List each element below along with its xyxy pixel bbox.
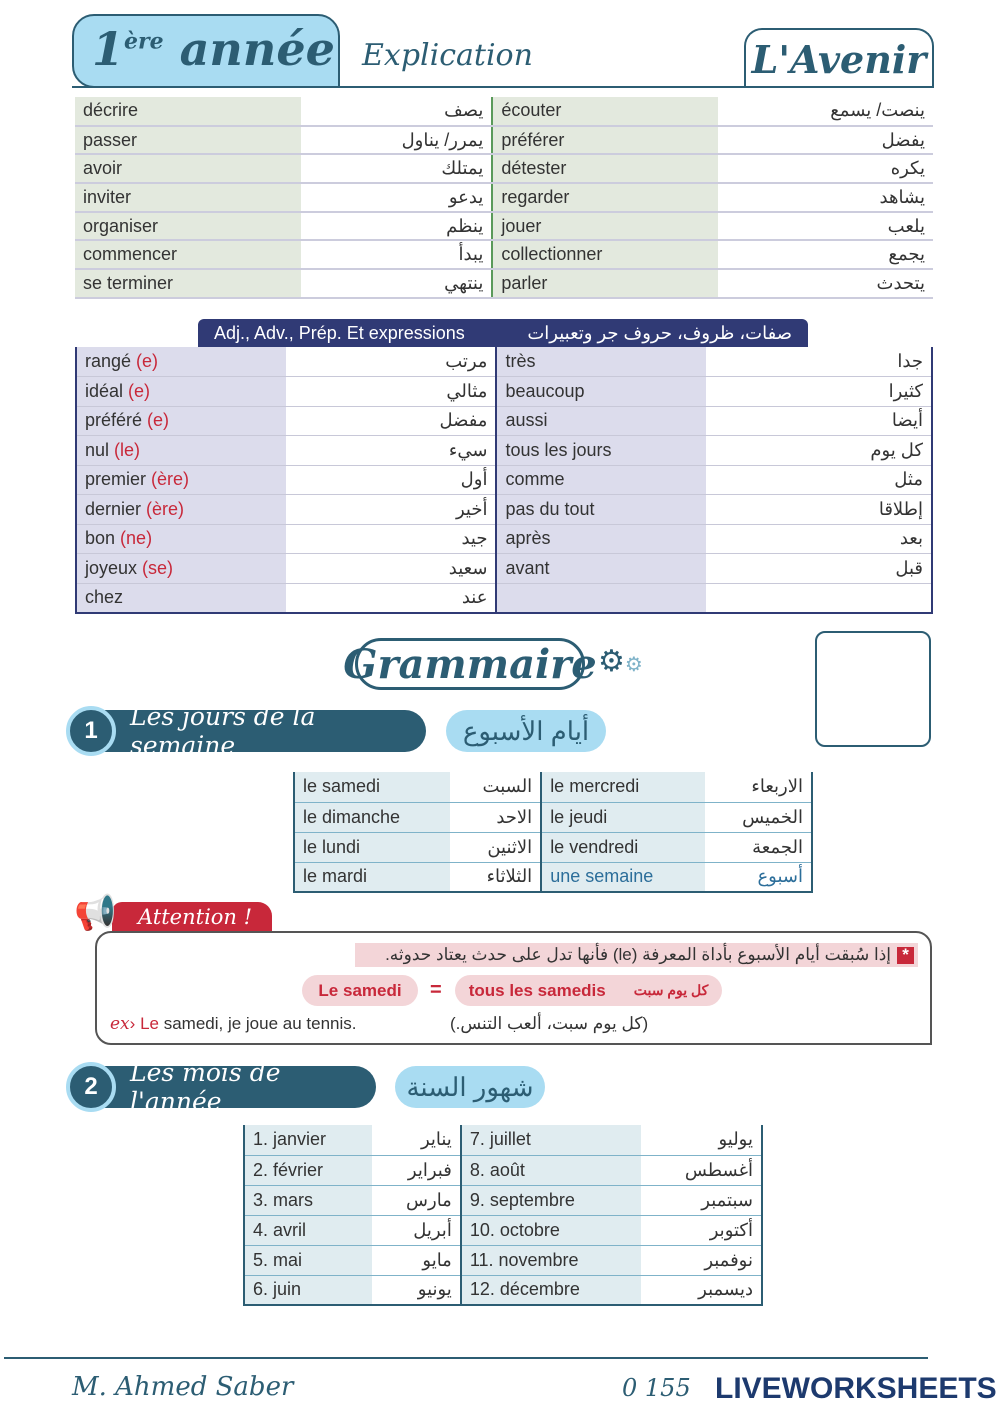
verb-row: [75, 183, 933, 212]
arabic-word: سعيد: [286, 554, 496, 584]
arabic-word: الجمعة: [705, 832, 812, 862]
french-word: le jeudi: [541, 802, 705, 832]
french-word: le vendredi: [541, 832, 705, 862]
french-word: avant: [496, 554, 706, 584]
example-ar: (كل يوم سبت، ألعب التنس.): [450, 1014, 649, 1033]
french-word: le dimanche: [294, 802, 450, 832]
arabic-word: يشاهد: [718, 183, 933, 212]
arabic-word: قبل: [706, 554, 932, 584]
adjective-row: [76, 524, 932, 554]
day-row: [294, 802, 812, 832]
month-row: [244, 1245, 762, 1275]
arabic-word: كثيرا: [706, 377, 932, 407]
french-word: préféré (e): [76, 406, 286, 436]
french-word: idéal (e): [76, 377, 286, 407]
french-word: regarder: [492, 183, 718, 212]
french-word: le lundi: [294, 832, 450, 862]
arabic-word: سيء: [286, 436, 496, 466]
arabic-word: مثالي: [286, 377, 496, 407]
arabic-word: نوفمبر: [641, 1245, 762, 1275]
french-word: rangé (e): [76, 347, 286, 377]
french-word: 7. juillet: [461, 1125, 641, 1155]
french-word: après: [496, 524, 706, 554]
adjective-row: [76, 495, 932, 525]
french-word: collectionner: [492, 240, 718, 269]
section2-title-ar: شهور السنة: [395, 1066, 545, 1108]
french-word: chez: [76, 583, 286, 613]
french-word: écouter: [492, 97, 718, 126]
example: ex› Le samedi, je joue au tennis.: [110, 1014, 357, 1034]
arabic-word: أيضا: [706, 406, 932, 436]
french-word: comme: [496, 465, 706, 495]
arabic-word: الاثنين: [450, 832, 541, 862]
french-word: très: [496, 347, 706, 377]
days-table: [293, 772, 813, 893]
arabic-word: جيد: [286, 524, 496, 554]
arabic-word: يفضل: [718, 126, 933, 155]
french-word: détester: [492, 154, 718, 183]
adjective-row: [76, 554, 932, 584]
french-word: 6. juin: [244, 1275, 372, 1305]
arabic-word: أكتوبر: [641, 1215, 762, 1245]
section2-title: Les mois de l'année: [100, 1066, 376, 1108]
day-row: [294, 862, 812, 892]
french-word: dernier (ère): [76, 495, 286, 525]
arabic-word: أخير: [286, 495, 496, 525]
adj-title-fr: Adj., Adv., Prép. Et expressions: [214, 322, 465, 343]
french-word: une semaine: [541, 862, 705, 892]
section1-number: 1: [66, 706, 116, 756]
french-word: le mercredi: [541, 772, 705, 802]
arabic-word: يناير: [372, 1125, 461, 1155]
arabic-word: مفضل: [286, 406, 496, 436]
french-word: 3. mars: [244, 1185, 372, 1215]
arabic-word: الثلاثاء: [450, 862, 541, 892]
empty-box: [815, 631, 931, 747]
adjective-row: [76, 436, 932, 466]
french-word: décrire: [75, 97, 301, 126]
arabic-word: يمرر/ يناول: [301, 126, 492, 155]
verb-row: [75, 269, 933, 298]
star-icon: *: [897, 947, 914, 964]
french-word: pas du tout: [496, 495, 706, 525]
section2-number: 2: [66, 1062, 116, 1112]
french-word: commencer: [75, 240, 301, 269]
french-word: inviter: [75, 183, 301, 212]
arabic-word: مارس: [372, 1185, 461, 1215]
eq-left: Le samedi: [302, 975, 418, 1006]
arabic-word: كل يوم: [706, 436, 932, 466]
arabic-word: مايو: [372, 1245, 461, 1275]
phone: 0 155: [622, 1374, 691, 1402]
arabic-word: عند: [286, 583, 496, 613]
adj-section-header: [198, 319, 808, 347]
adjective-row: [76, 406, 932, 436]
french-word: bon (ne): [76, 524, 286, 554]
french-word: 10. octobre: [461, 1215, 641, 1245]
month-row: [244, 1275, 762, 1305]
arabic-word: يمتلك: [301, 154, 492, 183]
french-word: organiser: [75, 212, 301, 241]
french-word: [496, 583, 706, 613]
french-word: 4. avril: [244, 1215, 372, 1245]
arabic-word: السبت: [450, 772, 541, 802]
arabic-word: يكره: [718, 154, 933, 183]
adjectives-table: [75, 347, 933, 614]
arabic-word: ينتهي: [301, 269, 492, 298]
section1-title-ar: أيام الأسبوع: [446, 710, 606, 752]
attention-rule: * إذا سُبقت أيام الأسبوع بأداة المعرفة (le) فأنها تدل على حدث يعتاد حدوثه.: [355, 943, 918, 967]
gears-icon: ⚙⚙: [598, 645, 643, 678]
french-word: nul (le): [76, 436, 286, 466]
arabic-word: يدعو: [301, 183, 492, 212]
month-row: [244, 1125, 762, 1155]
french-word: 11. novembre: [461, 1245, 641, 1275]
arabic-word: جدا: [706, 347, 932, 377]
liveworksheets-watermark: LIVEWORKSHEETS: [715, 1372, 997, 1405]
french-word: jouer: [492, 212, 718, 241]
subtitle: Explication: [362, 38, 533, 73]
arabic-word: بعد: [706, 524, 932, 554]
french-word: tous les jours: [496, 436, 706, 466]
french-word: passer: [75, 126, 301, 155]
french-word: le samedi: [294, 772, 450, 802]
arabic-word: فبراير: [372, 1155, 461, 1185]
month-row: [244, 1215, 762, 1245]
verb-row: [75, 97, 933, 126]
month-row: [244, 1155, 762, 1185]
arabic-word: يبدأ: [301, 240, 492, 269]
megaphone-icon: 📢: [74, 894, 117, 932]
arabic-word: الاحد: [450, 802, 541, 832]
arabic-word: أسبوع: [705, 862, 812, 892]
french-word: se terminer: [75, 269, 301, 298]
arabic-word: يصف: [301, 97, 492, 126]
section1-title: Les jours de la semaine: [100, 710, 426, 752]
french-word: le mardi: [294, 862, 450, 892]
french-word: aussi: [496, 406, 706, 436]
months-table: [243, 1125, 763, 1306]
arabic-word: سبتمبر: [641, 1185, 762, 1215]
arabic-word: [706, 583, 932, 613]
day-row: [294, 832, 812, 862]
arabic-word: ينظم: [301, 212, 492, 241]
year-label: 1ère année: [92, 22, 335, 76]
arabic-word: أغسطس: [641, 1155, 762, 1185]
arabic-word: إطلاقا: [706, 495, 932, 525]
arabic-word: أول: [286, 465, 496, 495]
arabic-word: يونيو: [372, 1275, 461, 1305]
arabic-word: يتحدث: [718, 269, 933, 298]
month-row: [244, 1185, 762, 1215]
eq-sign: =: [430, 979, 442, 1001]
french-word: 9. septembre: [461, 1185, 641, 1215]
eq-right: tous les samedis كل يوم سبت: [455, 975, 722, 1006]
book-title: L'Avenir: [744, 28, 934, 88]
arabic-word: يلعب: [718, 212, 933, 241]
french-word: premier (ère): [76, 465, 286, 495]
verb-row: [75, 126, 933, 155]
adjective-row: [76, 377, 932, 407]
french-word: préférer: [492, 126, 718, 155]
french-word: 2. février: [244, 1155, 372, 1185]
footer-divider: [4, 1357, 928, 1359]
arabic-word: يجمع: [718, 240, 933, 269]
verb-row: [75, 240, 933, 269]
french-word: 5. mai: [244, 1245, 372, 1275]
arabic-word: مثل: [706, 465, 932, 495]
french-word: avoir: [75, 154, 301, 183]
arabic-word: ديسمبر: [641, 1275, 762, 1305]
arabic-word: يوليو: [641, 1125, 762, 1155]
attention-tab: Attention !: [112, 902, 272, 932]
verbs-table: [75, 97, 933, 299]
french-word: beaucoup: [496, 377, 706, 407]
author: M. Ahmed Saber: [72, 1372, 294, 1402]
french-word: joyeux (se): [76, 554, 286, 584]
day-row: [294, 772, 812, 802]
adj-title-ar: صفات، ظروف، حروف جر وتعبيرات: [527, 322, 792, 343]
french-word: 12. décembre: [461, 1275, 641, 1305]
adjective-row: [76, 583, 932, 613]
grammar-title: Grammaire: [355, 638, 585, 690]
arabic-word: أبريل: [372, 1215, 461, 1245]
verb-row: [75, 154, 933, 183]
french-word: 8. août: [461, 1155, 641, 1185]
verb-row: [75, 212, 933, 241]
adjective-row: [76, 465, 932, 495]
arabic-word: الخميس: [705, 802, 812, 832]
adjective-row: [76, 347, 932, 377]
french-word: parler: [492, 269, 718, 298]
french-word: 1. janvier: [244, 1125, 372, 1155]
arabic-word: مرتب: [286, 347, 496, 377]
arabic-word: الاربعاء: [705, 772, 812, 802]
arabic-word: ينصت/ يسمع: [718, 97, 933, 126]
